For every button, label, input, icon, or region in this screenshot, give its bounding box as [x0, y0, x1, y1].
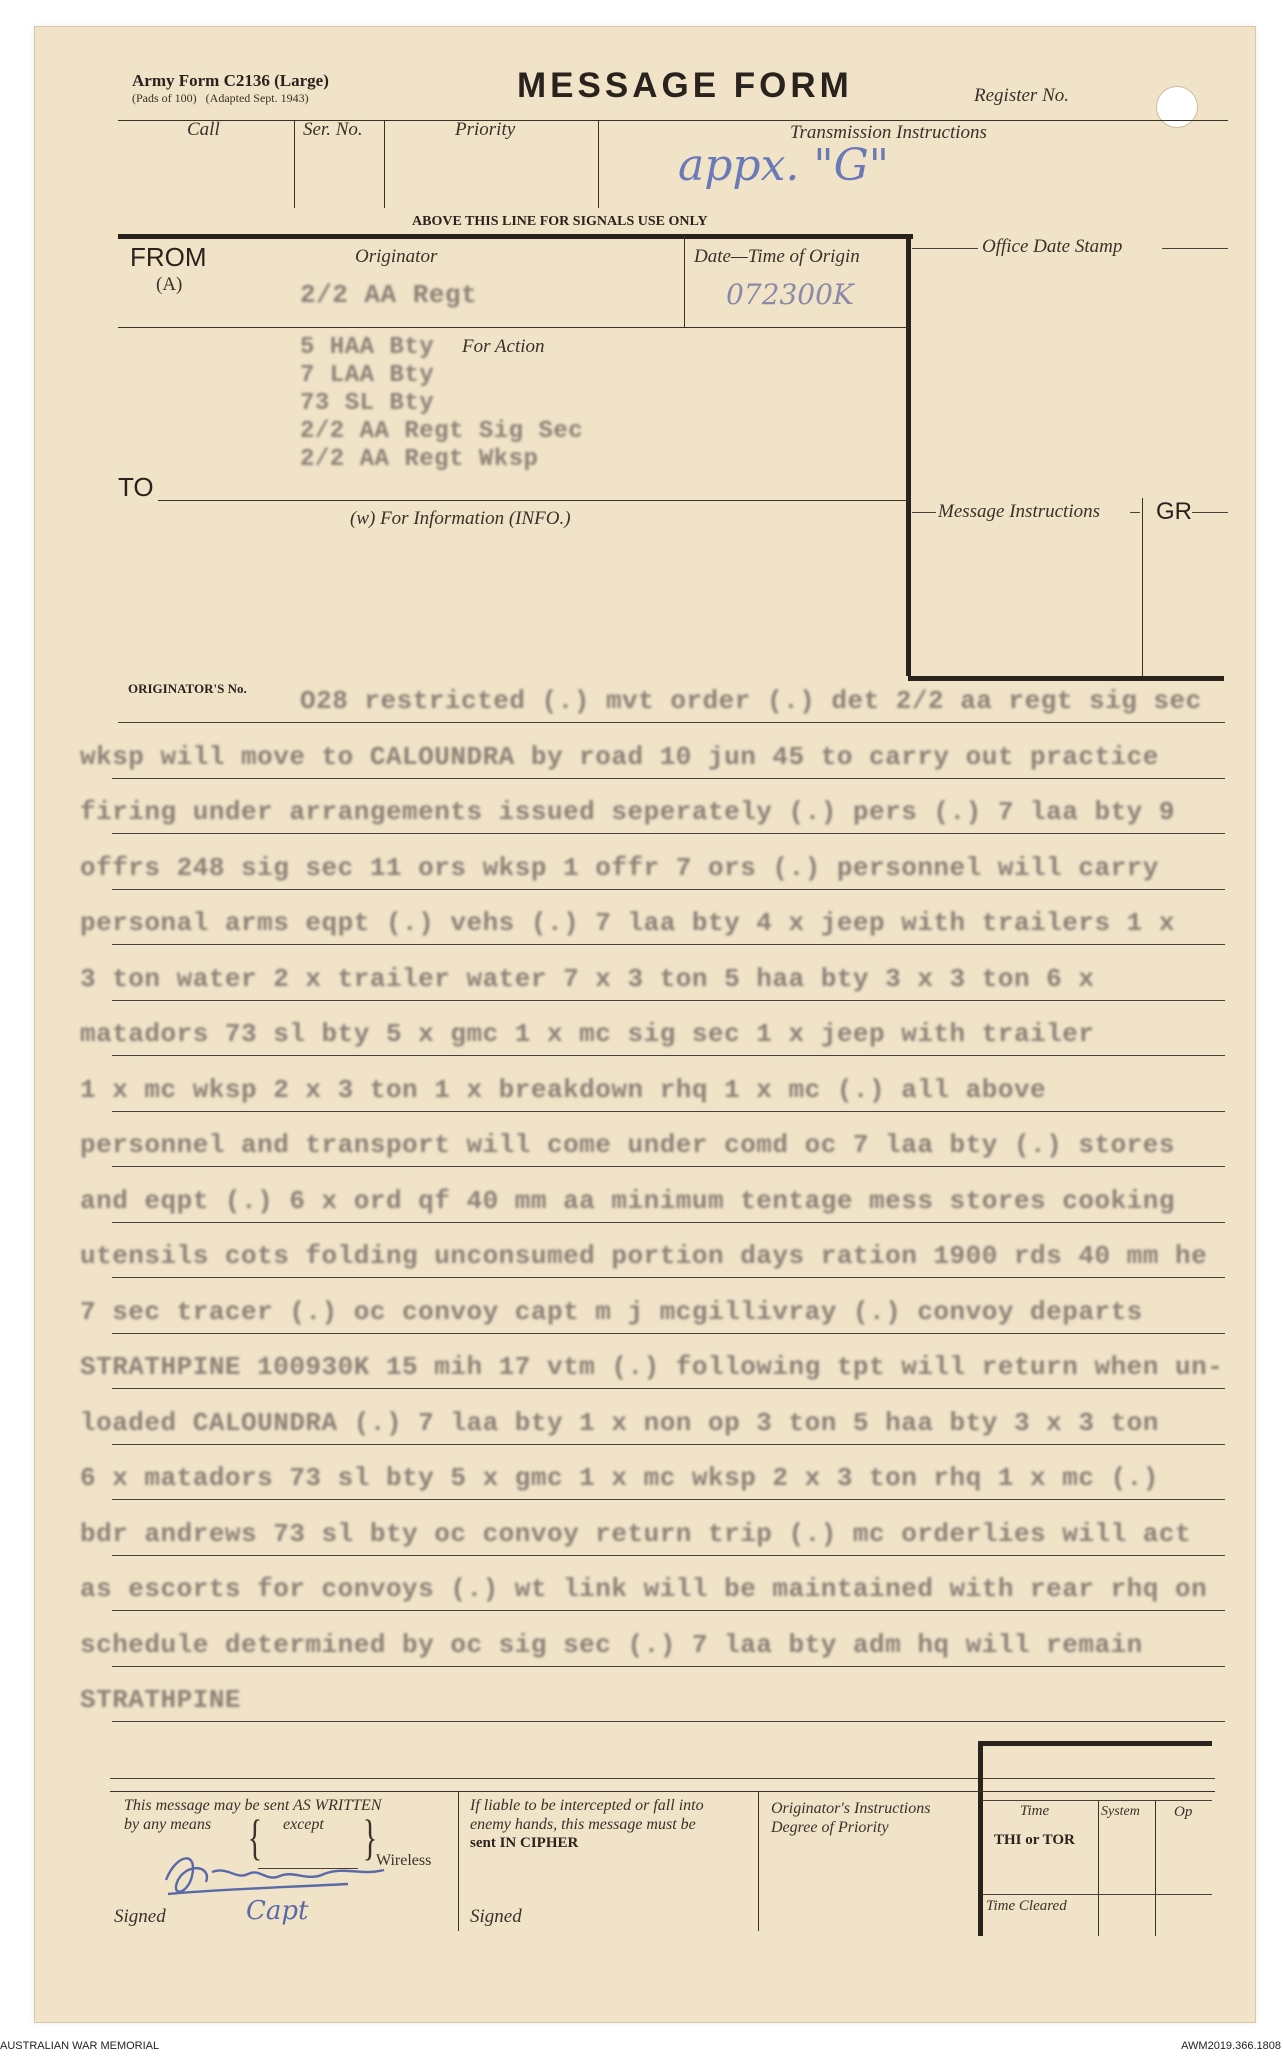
message-body-line: firing under arrangements issued seperately (.) pers (.) 7 laa bty 9	[80, 797, 1175, 827]
except-label: except	[283, 1816, 324, 1833]
priority-label: Priority	[455, 119, 516, 140]
gr-divider	[1142, 498, 1143, 676]
right-brace: }	[362, 1809, 378, 1865]
footer-left: AUSTRALIAN WAR MEMORIAL	[0, 2040, 160, 2052]
divider	[758, 1791, 759, 1931]
divider	[1155, 1800, 1156, 1936]
transmission-label: Transmission Instructions	[790, 122, 987, 143]
gr-rule	[1192, 512, 1228, 513]
to-label: TO	[118, 472, 154, 502]
message-body-line: as escorts for convoys (.) wt link will be maintained with rear rhq on	[80, 1574, 1208, 1604]
originators-no-label: ORIGINATOR'S No.	[128, 681, 247, 696]
from-label: FROM	[130, 242, 207, 272]
main-box-right	[906, 234, 911, 676]
body-rule	[112, 889, 1225, 890]
divider	[598, 120, 599, 208]
body-rule	[112, 1610, 1225, 1611]
body-rule	[112, 1111, 1225, 1112]
left-brace: {	[247, 1809, 263, 1865]
originator-value: 2/2 AA Regt	[300, 280, 478, 310]
divider	[294, 120, 295, 208]
wireless-label: Wireless	[376, 1852, 432, 1869]
divider	[684, 236, 685, 328]
time-cleared-rule	[982, 1894, 1212, 1895]
originator-label: Originator	[355, 246, 438, 267]
ser-no-label: Ser. No.	[303, 119, 363, 140]
time-box-top	[980, 1741, 1212, 1746]
divider	[1098, 1800, 1099, 1936]
body-rule	[112, 1166, 1225, 1167]
divider	[458, 1791, 459, 1931]
message-body-line: and eqpt (.) 6 x ord qf 40 mm aa minimum tentage mess stores cooking	[80, 1185, 1175, 1216]
body-rule	[112, 1721, 1225, 1722]
footer-right: AWM2019.366.1808	[1181, 2040, 1281, 2052]
message-body-line: 7 sec tracer (.) oc convoy capt m j mcgillivray (.) convoy departs	[80, 1296, 1143, 1327]
body-rule	[112, 1277, 1225, 1278]
orig-instr-label: Originator's Instructions	[771, 1800, 931, 1817]
system-label: System	[1101, 1804, 1140, 1819]
divider	[384, 120, 385, 208]
page-title: MESSAGE FORM	[517, 66, 853, 105]
as-written-line1: This message may be sent AS WRITTEN	[124, 1797, 382, 1814]
cipher-line3: sent IN CIPHER	[470, 1835, 579, 1851]
body-rule	[112, 778, 1225, 779]
time-header-rule	[982, 1800, 1212, 1801]
signed-label-2: Signed	[470, 1906, 522, 1927]
msg-instr-rule-right	[1130, 512, 1140, 513]
message-body-line: 3 ton water 2 x trailer water 7 x 3 ton 5 haa bty 3 x 3 ton 6 x	[80, 963, 1095, 994]
body-rule	[112, 1499, 1225, 1500]
body-rule	[112, 1666, 1225, 1667]
body-rule	[112, 1222, 1225, 1223]
punch-hole	[1156, 86, 1198, 128]
message-body-line: 6 x matadors 73 sl bty 5 x gmc 1 x mc wksp 2 x 3 ton rhq 1 x mc (.)	[80, 1463, 1159, 1493]
dto-value: 072300K	[726, 278, 854, 311]
header-rule	[118, 120, 1228, 121]
op-label: Op	[1174, 1804, 1193, 1820]
body-end-rule	[110, 1778, 1215, 1779]
thi-tor-label: THI or TOR	[994, 1832, 1075, 1848]
message-body-line: bdr andrews 73 sl bty oc convoy return trip (.) mc orderlies will act	[80, 1518, 1192, 1549]
message-body-line: utensils cots folding unconsumed portion days ration 1900 rds 40 mm he	[80, 1241, 1208, 1271]
time-cleared-label: Time Cleared	[986, 1898, 1067, 1914]
right-panel-bottom	[908, 676, 1224, 681]
stamp-rule-right	[1162, 248, 1228, 249]
time-box-left	[978, 1741, 983, 1936]
form-pads: (Pads of 100) (Adapted Sept. 1943)	[132, 91, 309, 105]
signals-use-note: ABOVE THIS LINE FOR SIGNALS USE ONLY	[412, 214, 708, 229]
body-rule	[112, 1000, 1225, 1001]
call-label: Call	[187, 119, 220, 140]
body-rule	[112, 833, 1225, 834]
message-body-line: O28 restricted (.) mvt order (.) det 2/2 aa regt sig sec	[300, 686, 1202, 716]
time-label: Time	[1020, 1803, 1050, 1819]
to-rule	[158, 500, 908, 501]
to-line: 73 SL Bty	[300, 390, 435, 417]
message-instructions-label: Message Instructions	[938, 501, 1101, 522]
from-box-bottom	[118, 327, 908, 328]
message-body-line: STRATHPINE 100930K 15 mih 17 vtm (.) following tpt will return when un-	[80, 1352, 1224, 1382]
message-body-line: personnel and transport will come under comd oc 7 laa bty (.) stores	[80, 1130, 1175, 1160]
body-rule	[112, 1333, 1225, 1334]
for-action-label: For Action	[462, 336, 545, 357]
as-written-line2: by any means	[124, 1816, 212, 1833]
cipher-line1: If liable to be intercepted or fall into	[470, 1797, 704, 1814]
body-rule	[112, 1555, 1225, 1556]
from-box-top	[118, 234, 913, 239]
for-info-label: (w) For Information (INFO.)	[350, 508, 571, 529]
signature-rank: Capt	[246, 1896, 309, 1926]
signed-label: Signed	[114, 1906, 166, 1927]
body-rule	[112, 1388, 1225, 1389]
message-body-line: offrs 248 sig sec 11 ors wksp 1 offr 7 ors (.) personnel will carry	[80, 852, 1159, 883]
body-rule	[112, 944, 1225, 945]
body-rule	[118, 722, 1225, 723]
stamp-rule-left	[912, 248, 978, 249]
message-body-line: STRATHPINE	[80, 1685, 242, 1715]
dto-label: Date—Time of Origin	[694, 246, 860, 267]
cipher-line2: enemy hands, this message must be	[470, 1816, 696, 1833]
message-body-line: 1 x mc wksp 2 x 3 ton 1 x breakdown rhq 1 x mc (.) all above	[80, 1074, 1047, 1105]
message-body-line: matadors 73 sl bty 5 x gmc 1 x mc sig sec 1 x jeep with trailer	[80, 1019, 1095, 1049]
to-line: 2/2 AA Regt Sig Sec	[300, 418, 584, 445]
to-line: 2/2 AA Regt Wksp	[300, 446, 539, 473]
form-id: Army Form C2136 (Large)	[132, 71, 329, 90]
body-rule	[112, 1444, 1225, 1445]
gr-label: GR	[1156, 498, 1192, 525]
message-body-line: loaded CALOUNDRA (.) 7 laa bty 1 x non op 3 ton 5 haa bty 3 x 3 ton	[80, 1407, 1159, 1438]
from-sub: (A)	[156, 274, 183, 295]
message-body-line: personal arms eqpt (.) vehs (.) 7 laa bty 4 x jeep with trailers 1 x	[80, 908, 1175, 938]
message-body-line: schedule determined by oc sig sec (.) 7 laa bty adm hq will remain	[80, 1629, 1143, 1660]
degree-priority-label: Degree of Priority	[771, 1819, 889, 1836]
to-line: 5 HAA Bty	[300, 334, 435, 361]
bottom-section-top	[110, 1791, 1215, 1792]
message-body-line: wksp will move to CALOUNDRA by road 10 jun 45 to carry out practice	[80, 741, 1159, 772]
transmission-handwritten-note: appx. "G"	[678, 140, 889, 191]
office-date-stamp-label: Office Date Stamp	[982, 236, 1123, 257]
body-rule	[112, 1055, 1225, 1056]
msg-instr-rule-left	[912, 512, 936, 513]
to-line: 7 LAA Bty	[300, 362, 435, 389]
register-no-label: Register No.	[974, 85, 1069, 106]
